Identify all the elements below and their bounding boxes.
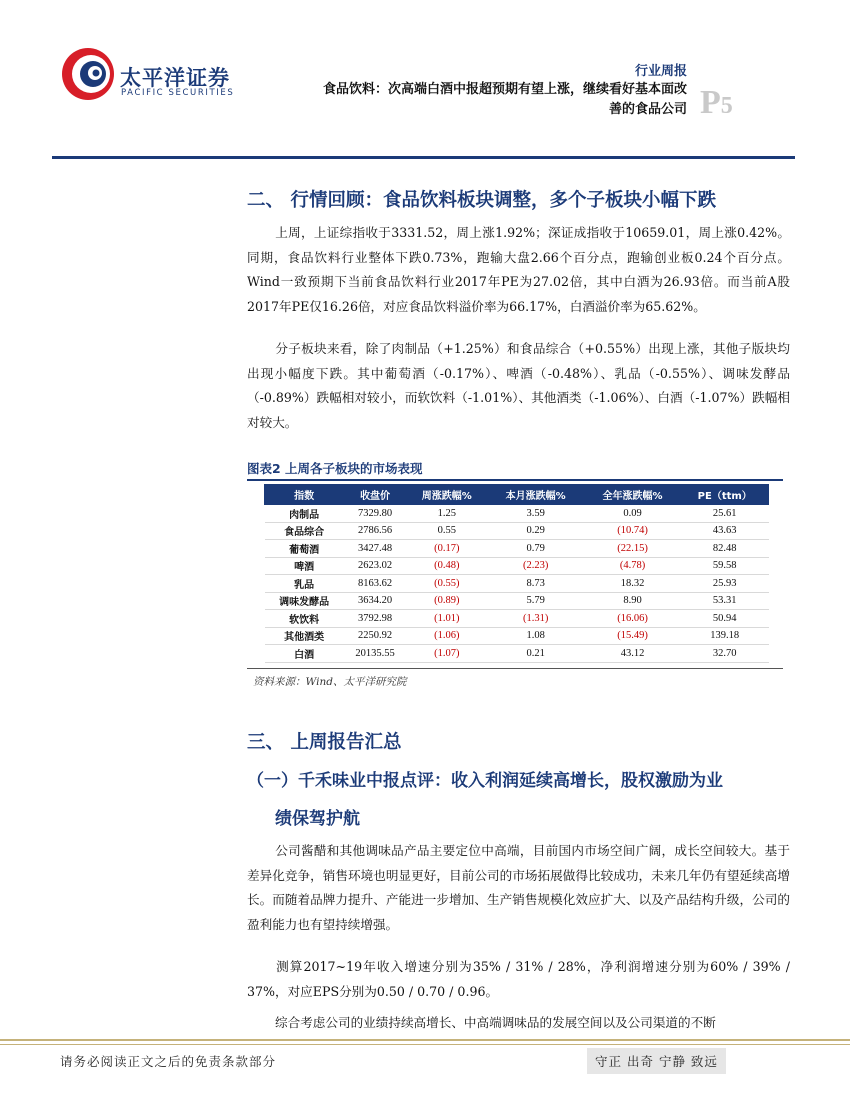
section-3-heading: 三、 上周报告汇总 (247, 732, 402, 753)
value-cell: 2623.02 (344, 557, 406, 575)
value-cell: 43.63 (681, 522, 769, 540)
value-cell: 0.55 (406, 522, 487, 540)
sector-name-cell: 肉制品 (265, 505, 344, 523)
value-cell: (0.48) (406, 557, 487, 575)
figure-top-rule (247, 479, 783, 481)
value-cell: (1.06) (406, 627, 487, 645)
subsection-heading-line2: 绩保驾护航 (275, 809, 360, 829)
table-row (265, 505, 769, 523)
value-cell: 5.79 (487, 592, 584, 610)
value-cell: 59.58 (681, 557, 769, 575)
value-cell: 7329.80 (344, 505, 406, 523)
table-row (265, 522, 769, 540)
value-cell: 3.59 (487, 505, 584, 523)
figure-source: 资料来源：Wind、太平洋研究院 (253, 676, 407, 688)
value-cell: 0.79 (487, 540, 584, 558)
report-type: 行业周报 (634, 64, 687, 79)
page-letter: P (700, 84, 721, 121)
value-cell: 8163.62 (344, 575, 406, 593)
sector-name-cell: 食品综合 (265, 522, 344, 540)
value-cell: 139.18 (681, 627, 769, 645)
value-cell: 3427.48 (344, 540, 406, 558)
logo-text-en: PACIFIC SECURITIES (121, 88, 235, 98)
header-divider (52, 156, 795, 159)
figure-title: 图表2 上周各子板块的市场表现 (247, 461, 423, 476)
sector-name-cell: 软饮料 (265, 610, 344, 628)
table-body (265, 505, 769, 663)
page-digit: 5 (720, 93, 733, 119)
sector-name-cell: 调味发酵品 (265, 592, 344, 610)
section-3-paragraph-3: 综合考虑公司的业绩持续高增长、中高端调味品的发展空间以及公司渠道的不断 (275, 1015, 716, 1030)
section-2-paragraph-1: 上周，上证综指收于3331.52，周上涨1.92%；深证成指收于10659.01，周上涨0.42%。同期，食品饮料行业整体下跌0.73%，跑输大盘2.66个百分点，跑输创业板0.24个百分点。Wind一致预期下当前食品饮料行业2017年PE为27.02倍，其中白酒为26.93倍。而当前A股2017年PE仅16.26倍，对应食品饮料溢价率为66.17%，白酒溢价率为65.62%。 (247, 225, 790, 314)
table-row (265, 627, 769, 645)
value-cell: 3634.20 (344, 592, 406, 610)
column-header: 收盘价 (344, 485, 406, 505)
value-cell: (1.31) (487, 610, 584, 628)
table-row (265, 645, 769, 663)
value-cell: 82.48 (681, 540, 769, 558)
value-cell: (0.89) (406, 592, 487, 610)
footer-rule-bottom (0, 1044, 850, 1045)
sector-name-cell: 啤酒 (265, 557, 344, 575)
section-3-paragraph-2: 测算2017~19年收入增速分别为35% / 31% / 28%，净利润增速分别为60% / 39% / 37%，对应EPS分别为0.50 / 0.70 / 0.96。 (247, 959, 790, 999)
report-title-line1: 食品饮料：次高端白酒中报超预期有望上涨，继续看好基本面改 (322, 82, 687, 97)
sector-name-cell: 其他酒类 (265, 627, 344, 645)
column-header: 指数 (265, 485, 344, 505)
footer-motto: 守正 出奇 宁静 致远 (587, 1048, 726, 1074)
table-row (265, 610, 769, 628)
section-2-paragraph-2: 分子板块来看，除了肉制品（+1.25%）和食品综合（+0.55%）出现上涨，其他子版块均出现小幅度下跌。其中葡萄酒（-0.17%）、啤酒（-0.48%）、乳品（-0.55%）、调味发酵品（-0.89%）跌幅相对较小，而软饮料（-1.01%）、其他酒类（-1.06%）、白酒（-1.07%）跌幅相对较大。 (247, 341, 790, 430)
column-header: 全年涨跌幅% (584, 485, 681, 505)
sector-name-cell: 葡萄酒 (265, 540, 344, 558)
value-cell: 53.31 (681, 592, 769, 610)
value-cell: (16.06) (584, 610, 681, 628)
value-cell: (15.49) (584, 627, 681, 645)
table-header-row (265, 485, 769, 505)
value-cell: 2250.92 (344, 627, 406, 645)
value-cell: (4.78) (584, 557, 681, 575)
value-cell: 8.73 (487, 575, 584, 593)
section-3-paragraph-1: 公司酱醋和其他调味品产品主要定位中高端，目前国内市场空间广阔，成长空间较大。基于差异化竞争，销售环境也明显更好，目前公司的市场拓展做得比较成功，未来几年仍有望延续高增长。而随着品牌力提升、产能进一步增加、生产销售规模化效应扩大、以及产品结构升级，公司的盈利能力也有望持续增强。 (247, 843, 790, 932)
value-cell: 3792.98 (344, 610, 406, 628)
logo-text-cn: 太平洋证券 (120, 66, 230, 90)
value-cell: 43.12 (584, 645, 681, 663)
value-cell: (1.07) (406, 645, 487, 663)
value-cell: 1.25 (406, 505, 487, 523)
report-title-line2: 善的食品公司 (608, 102, 687, 117)
value-cell: 18.32 (584, 575, 681, 593)
table-row (265, 592, 769, 610)
column-header: 本月涨跌幅% (487, 485, 584, 505)
value-cell: 8.90 (584, 592, 681, 610)
table-row (265, 557, 769, 575)
footer-rule-top (0, 1039, 850, 1041)
value-cell: 0.09 (584, 505, 681, 523)
subsection-heading-line1: （一）千禾味业中报点评：收入利润延续高增长，股权激励为业 (247, 771, 723, 791)
logo-mark-icon (60, 46, 116, 102)
value-cell: 20135.55 (344, 645, 406, 663)
table-row (265, 575, 769, 593)
value-cell: 50.94 (681, 610, 769, 628)
sector-name-cell: 乳品 (265, 575, 344, 593)
value-cell: (0.17) (406, 540, 487, 558)
value-cell: (1.01) (406, 610, 487, 628)
report-title (270, 80, 687, 120)
section-2-heading: 二、 行情回顾：食品饮料板块调整，多个子板块小幅下跌 (247, 190, 716, 211)
sector-performance-table (264, 484, 769, 663)
value-cell: 2786.56 (344, 522, 406, 540)
value-cell: 25.93 (681, 575, 769, 593)
value-cell: 32.70 (681, 645, 769, 663)
value-cell: 1.08 (487, 627, 584, 645)
value-cell: 0.21 (487, 645, 584, 663)
column-header: 周涨跌幅% (406, 485, 487, 505)
sector-name-cell: 白酒 (265, 645, 344, 663)
table-row (265, 540, 769, 558)
value-cell: 0.29 (487, 522, 584, 540)
value-cell: (10.74) (584, 522, 681, 540)
footer-disclaimer: 请务必阅读正文之后的免责条款部分 (60, 1054, 277, 1069)
page-number (700, 84, 733, 122)
figure-bottom-rule (247, 668, 783, 669)
value-cell: 25.61 (681, 505, 769, 523)
value-cell: (22.15) (584, 540, 681, 558)
column-header: PE（ttm） (681, 485, 769, 505)
value-cell: (0.55) (406, 575, 487, 593)
value-cell: (2.23) (487, 557, 584, 575)
